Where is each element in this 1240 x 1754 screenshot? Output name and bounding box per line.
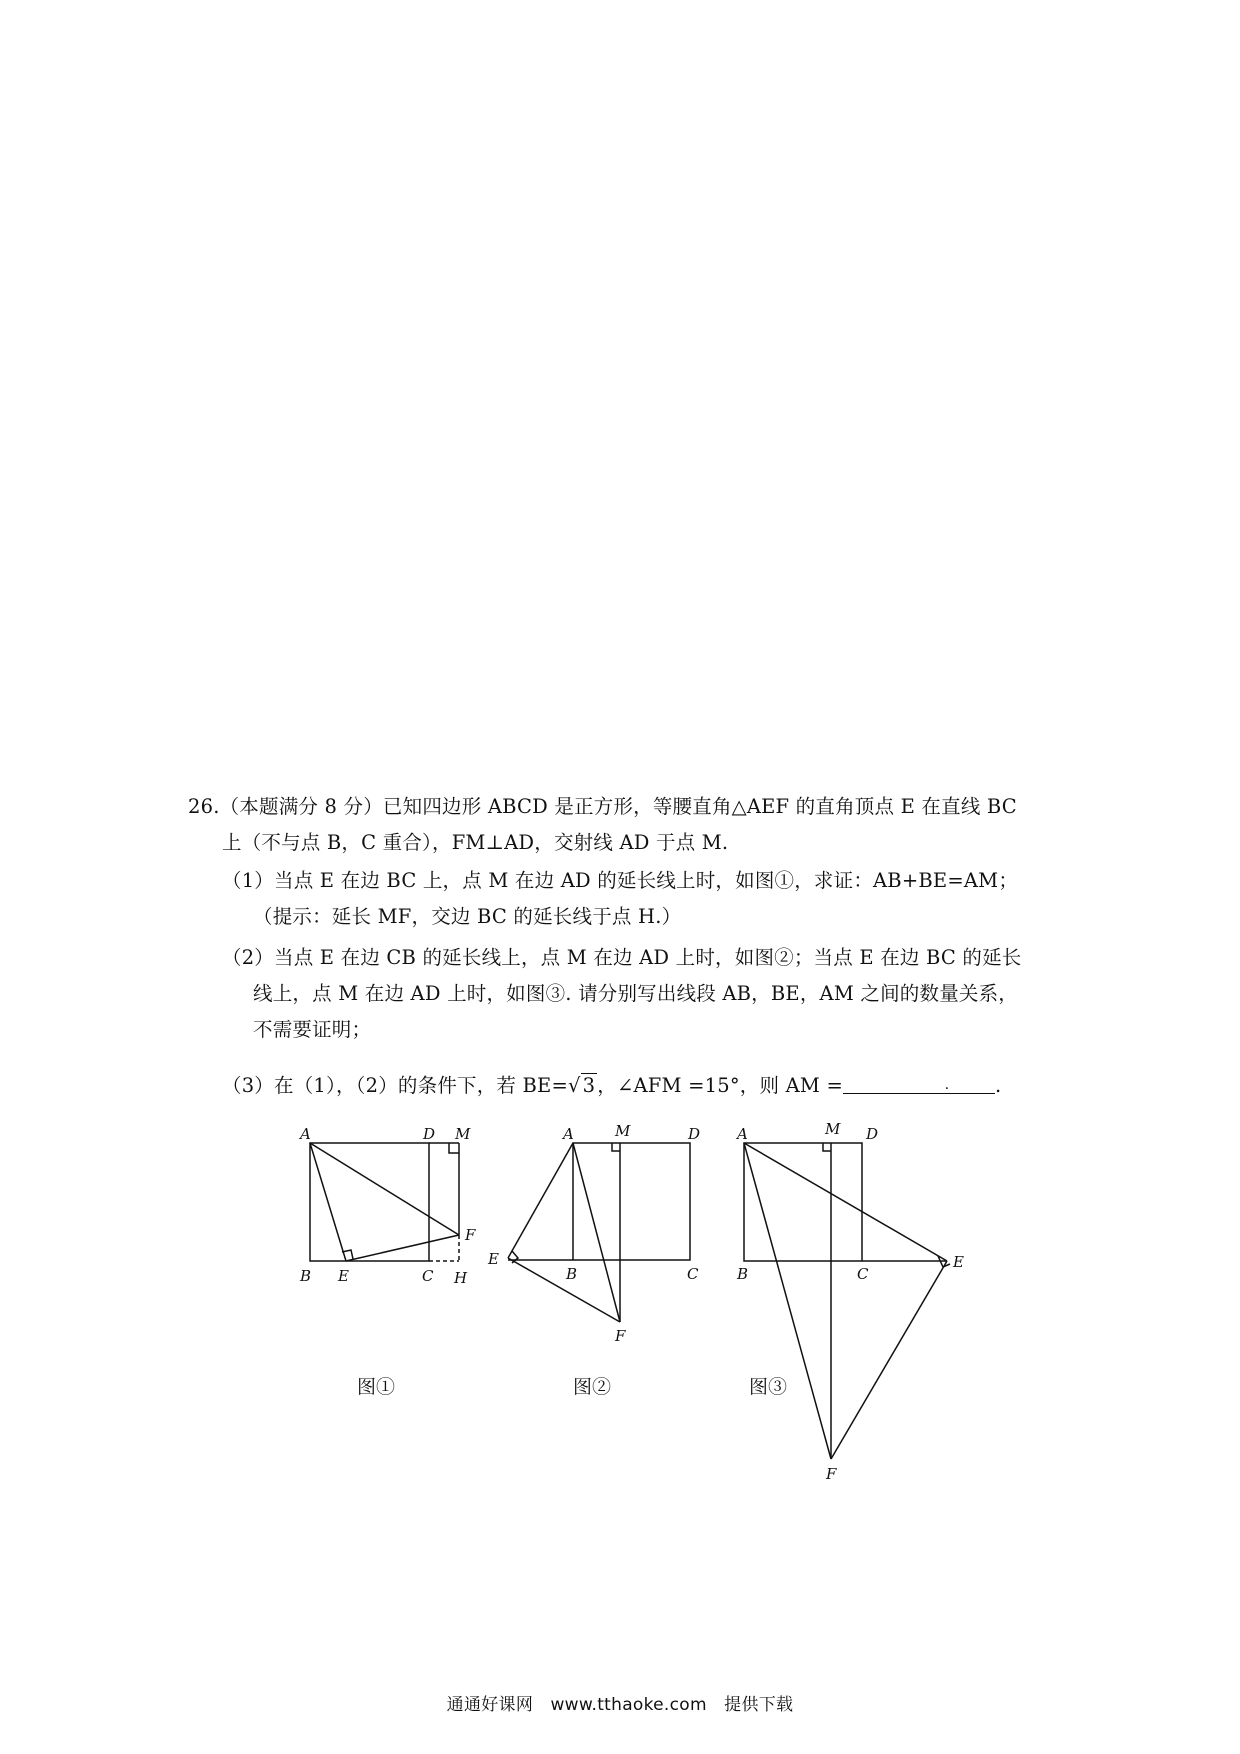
fig1-square — [310, 1143, 429, 1261]
part2-line2: 线上，点 M 在边 AD 上时，如图③. 请分别写出线段 AB，BE，AM 之间的数量关系， — [253, 982, 1018, 1005]
fig3-label-m: M — [825, 1120, 841, 1138]
fig2-label-c: C — [687, 1265, 699, 1283]
part3-prefix: （3）在（1），（2）的条件下，若 BE= — [222, 1074, 569, 1097]
fig2-label-f: F — [615, 1327, 626, 1345]
figure-1 — [298, 1125, 476, 1287]
fig3-label-f: F — [826, 1465, 837, 1483]
fig2-caption: 图② — [573, 1376, 612, 1398]
part3-mid: ，∠AFM =15°，则 AM = — [597, 1074, 843, 1097]
fig1-label-f: F — [465, 1226, 476, 1244]
fig3-label-d: D — [866, 1125, 879, 1143]
part3-line — [222, 1072, 1001, 1100]
problem-stem-line1: 26.（本题满分 8 分）已知四边形 ABCD 是正方形，等腰直角△AEF 的直角顶点 E 在直线 BC — [188, 795, 1017, 818]
fig3-label-c: C — [857, 1265, 869, 1283]
fig1-label-h: H — [454, 1269, 468, 1287]
fig3-square — [744, 1143, 862, 1261]
fig1-label-b: B — [300, 1267, 312, 1285]
fig2-label-m: M — [615, 1122, 631, 1140]
fig1-label-d: D — [423, 1125, 436, 1143]
fig1-segment-ef — [346, 1235, 459, 1261]
part3-suffix: . — [994, 1074, 1002, 1097]
part1-hint: （提示：延长 MF，交边 BC 的延长线于点 H.） — [253, 905, 682, 928]
fig3-right-angle-m — [823, 1143, 831, 1151]
fig1-label-e: E — [338, 1267, 349, 1285]
fig1-right-angle-m — [449, 1143, 459, 1153]
fig2-square — [573, 1143, 690, 1260]
fig1-right-angle-e — [342, 1250, 353, 1259]
fig2-segment-ae — [508, 1143, 573, 1258]
fig3-segment-af — [744, 1143, 831, 1459]
figure-3 — [735, 1120, 964, 1483]
fig2-label-d: D — [688, 1125, 701, 1143]
fig1-label-c: C — [422, 1267, 434, 1285]
fig1-caption: 图① — [357, 1376, 396, 1398]
fig3-label-b: B — [737, 1265, 749, 1283]
part2-line3: 不需要证明； — [253, 1018, 372, 1041]
part2-line1: （2）当点 E 在边 CB 的延长线上，点 M 在边 AD 上时，如图②；当点 E 在边 BC 的延长 — [222, 946, 1022, 969]
fig2-right-angle-e — [512, 1251, 518, 1263]
fig1-segment-af — [310, 1143, 459, 1235]
fig2-label-e: E — [488, 1250, 499, 1268]
sqrt-symbol: √ 3 — [568, 1074, 596, 1097]
fig3-caption: 图③ — [749, 1376, 788, 1398]
fig3-segment-ef — [831, 1261, 947, 1459]
fig2-label-a: A — [563, 1125, 574, 1143]
fig3-label-e: E — [953, 1253, 964, 1271]
sqrt-radicand: 3 — [582, 1074, 596, 1097]
fig3-segment-ae — [744, 1143, 947, 1261]
footer-source: 通通好课网 www.tthaoke.com 提供下载 — [446, 1695, 794, 1715]
answer-blank[interactable]: . — [843, 1075, 995, 1094]
fig1-label-m: M — [455, 1125, 471, 1143]
fig1-segment-ae — [310, 1143, 346, 1261]
fig2-label-b: B — [566, 1265, 578, 1283]
fig2-right-angle-m — [612, 1143, 620, 1151]
fig2-segment-af — [573, 1143, 620, 1322]
fig1-label-a: A — [300, 1125, 311, 1143]
fig3-label-a: A — [737, 1125, 748, 1143]
part1-line1: （1）当点 E 在边 BC 上，点 M 在边 AD 的延长线上时，如图①，求证：AB+BE=AM； — [222, 869, 1019, 892]
figure-2 — [487, 1122, 700, 1345]
fig3-right-angle-e — [938, 1256, 950, 1267]
fig2-segment-ef — [508, 1258, 620, 1322]
problem-stem-line2: 上（不与点 B，C 重合），FM⊥AD，交射线 AD 于点 M. — [222, 831, 729, 854]
